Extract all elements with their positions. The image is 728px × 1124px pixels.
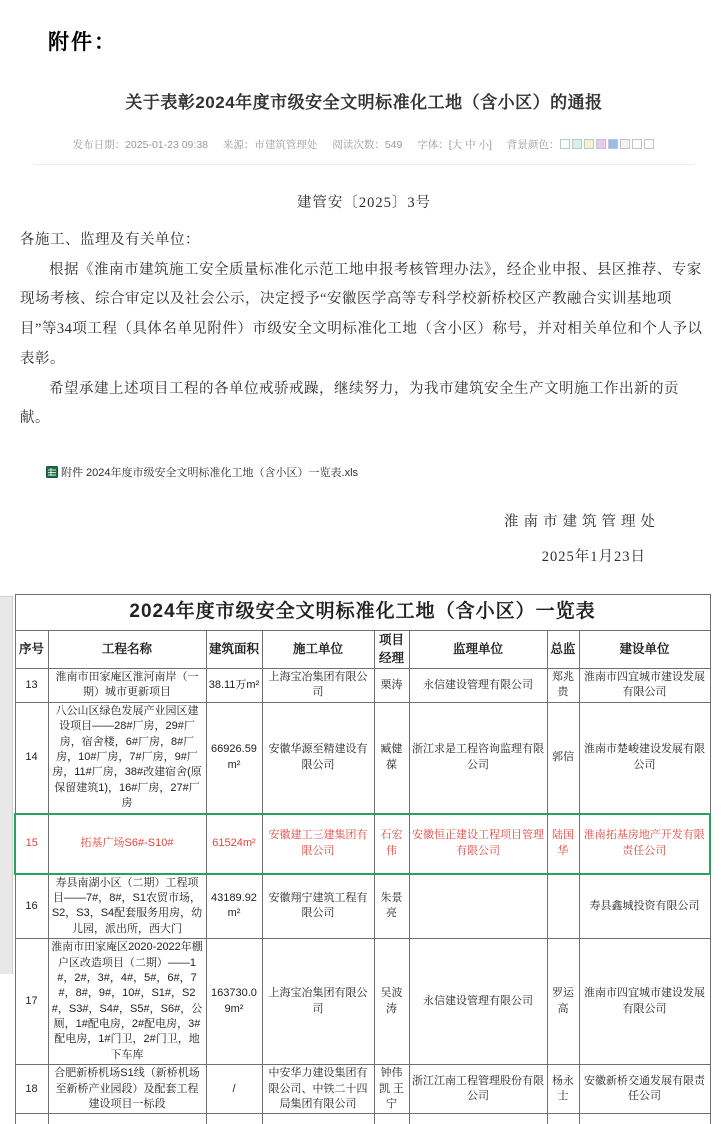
table-cell: 八公山区绿色发展产业园区建设项目——28#厂房，29#厂房，宿舍楼，6#厂房，8#厂房，10#厂房，7#厂房，9#厂房，11#厂房，38#改建宿舍(原保留建筑1)，16#厂房，27#厂房 <box>48 702 206 813</box>
body-paragraph: 希望承建上述项目工程的各单位戒骄戒躁，继续努力，为我市建筑安全生产文明施工作出新的贡献。 <box>20 380 679 427</box>
table-cell: 中安华力建设集团有限公司、中铁二十四局集团有限公司 <box>262 1065 374 1114</box>
view-count: 阅读次数：549 <box>332 139 403 151</box>
table-cell: 永信建设管理有限公司 <box>409 669 547 703</box>
bg-swatch-row <box>559 139 655 151</box>
table-cell: 淮南市四宜城市建设发展有限公司 <box>579 939 710 1065</box>
table-cell <box>262 1114 374 1124</box>
table-cell: 安徽华源至精建设有限公司 <box>262 702 374 813</box>
table-header-row <box>15 631 710 669</box>
table-cell: 朱景亮 <box>374 874 409 939</box>
table-cell: 13 <box>15 669 48 703</box>
table-cell: 钟伟凯 王宁 <box>374 1065 409 1114</box>
table-cell: 淮南市楚峻建设发展有限公司 <box>579 702 710 813</box>
signature-org: 淮南市建筑管理处 <box>504 514 660 531</box>
table-cell: 安徽恒正建设工程项目管理有限公司 <box>409 814 547 874</box>
table-cell <box>547 874 579 939</box>
col-header: 施工单位 <box>262 631 374 669</box>
table-cell <box>15 1114 48 1124</box>
table-cell: 杨永士 <box>547 1065 579 1114</box>
col-header: 序号 <box>15 631 48 669</box>
table-cell: 安徽建工三建集团有限公司 <box>262 814 374 874</box>
bg-color-swatch[interactable] <box>620 139 630 149</box>
table-cell <box>409 1114 547 1124</box>
table-row <box>15 1065 710 1114</box>
table-cell: 拓基广场S6#-S10# <box>48 814 206 874</box>
table-cell: 38.11万m² <box>206 669 262 703</box>
table-cell: 66926.59m² <box>206 702 262 813</box>
col-header: 工程名称 <box>48 631 206 669</box>
meta-bar <box>34 137 694 165</box>
table-cell: 17 <box>15 939 48 1065</box>
font-size-selector[interactable]: 字体：[大 中 小] <box>417 139 492 151</box>
bg-color-swatch[interactable] <box>596 139 606 149</box>
attachment-heading: 附件： <box>48 30 117 54</box>
table-row <box>15 669 710 703</box>
bg-color-swatch[interactable] <box>644 139 654 149</box>
table-title-row <box>15 595 710 631</box>
table-cell <box>48 1114 206 1124</box>
table-cell <box>374 1114 409 1124</box>
table-cell: 淮南市四宜城市建设发展有限公司 <box>579 669 710 703</box>
table-cell: 臧健葆 <box>374 702 409 813</box>
table-title: 2024年度市级安全文明标准化工地（含小区）一览表 <box>15 595 710 631</box>
table-left-gutter <box>0 596 13 974</box>
table-cell: 寿县鑫城投资有限公司 <box>579 874 710 939</box>
document-body <box>20 226 708 434</box>
table-cell: 安徽新桥交通发展有限责任公司 <box>579 1065 710 1114</box>
table-cell: 罗运高 <box>547 939 579 1065</box>
projects-table <box>14 594 711 1124</box>
bg-color-swatch[interactable] <box>584 139 594 149</box>
bg-color-swatch[interactable] <box>632 139 642 149</box>
body-paragraph: 根据《淮南市建筑施工安全质量标准化示范工地申报考核管理办法》，经企业申报、县区推荐、专家现场考核、综合审定以及社会公示，决定授予“安徽医学高等专科学校新桥校区产教融合实训基地项目”等34项工程（具体名单见附件）市级安全文明标准化工地（含小区）称号，并对相关单位和个人予以表彰。 <box>20 261 703 367</box>
table-row <box>15 814 710 874</box>
col-header: 项目经理 <box>374 631 409 669</box>
signature-date: 2025年1月23日 <box>541 549 646 566</box>
col-header: 建筑面积 <box>206 631 262 669</box>
table-body <box>15 595 710 1124</box>
table-cell: 18 <box>15 1065 48 1114</box>
salutation: 各施工、监理及有关单位： <box>20 232 200 248</box>
table-cell: 栗涛 <box>374 669 409 703</box>
table-row <box>15 939 710 1065</box>
table-cell: 郑兆贵 <box>547 669 579 703</box>
table-cell: / <box>206 1065 262 1114</box>
table-cell: 43189.92 m² <box>206 874 262 939</box>
document-number: 建管安〔2025〕3号 <box>296 195 432 211</box>
attachment-table-section <box>0 594 728 1111</box>
col-header: 建设单位 <box>579 631 710 669</box>
table-cell <box>206 1114 262 1124</box>
page-title: 关于表彰2024年度市级安全文明标准化工地（含小区）的通报 <box>125 93 603 112</box>
bg-color-picker: 背景颜色： <box>507 139 656 151</box>
attachment-link[interactable] <box>46 464 728 480</box>
table-cell: 浙江江南工程管理股份有限公司 <box>409 1065 547 1114</box>
publish-date: 发布日期：2025-01-23 09:38 <box>72 139 208 151</box>
col-header: 总监 <box>547 631 579 669</box>
table-cell: 淮南市田家庵区淮河南岸（一期）城市更新项目 <box>48 669 206 703</box>
table-cell: 吴波涛 <box>374 939 409 1065</box>
table-cell: 浙江求是工程咨询监理有限公司 <box>409 702 547 813</box>
signature-block <box>0 510 728 566</box>
table-row <box>15 874 710 939</box>
table-cell: 合肥新桥机场S1线（新桥机场至新桥产业园段）及配套工程建设项目一标段 <box>48 1065 206 1114</box>
table-cell: 淮南拓基房地产开发有限责任公司 <box>579 814 710 874</box>
table-cell: 15 <box>15 814 48 874</box>
table-cell: 14 <box>15 702 48 813</box>
col-header: 监理单位 <box>409 631 547 669</box>
table-cell: 寿县南湖小区（二期）工程项目——7#，8#，S1农贸市场，S2，S3，S4配套服务用房，幼儿园，派出所，西大门 <box>48 874 206 939</box>
bg-color-swatch[interactable] <box>560 139 570 149</box>
table-cell: 郭信 <box>547 702 579 813</box>
bg-color-swatch[interactable] <box>608 139 618 149</box>
table-cell: 永信建设管理有限公司 <box>409 939 547 1065</box>
table-cell: 163730.09m² <box>206 939 262 1065</box>
bg-color-swatch[interactable] <box>572 139 582 149</box>
table-cell <box>579 1114 710 1124</box>
table-cell: 上海宝冶集团有限公司 <box>262 669 374 703</box>
table-cell: 安徽翔宁建筑工程有限公司 <box>262 874 374 939</box>
source: 来源：市建筑管理处 <box>222 139 318 151</box>
table-cell: 61524m² <box>206 814 262 874</box>
table-cell: 陆国华 <box>547 814 579 874</box>
table-cell <box>409 874 547 939</box>
table-cell: 淮南市田家庵区2020-2022年棚户区改造项目（二期）——1#，2#，3#，4#，5#，6#，7#，8#，9#，10#，S1#，S2#，S3#，S4#，S5#，S6#，公厕，1#配电房，2#配电房，3#配电房，1#门卫，2#门卫，地下车库 <box>48 939 206 1065</box>
table-row <box>15 702 710 813</box>
table-cell: 16 <box>15 874 48 939</box>
xls-file-icon <box>46 466 58 478</box>
table-cell: 上海宝冶集团有限公司 <box>262 939 374 1065</box>
attachment-link-text: 附件 2024年度市级安全文明标准化工地（含小区）一览表.xls <box>61 467 359 480</box>
table-cell: 石宏伟 <box>374 814 409 874</box>
table-row-partial <box>15 1114 710 1124</box>
table-cell <box>547 1114 579 1124</box>
